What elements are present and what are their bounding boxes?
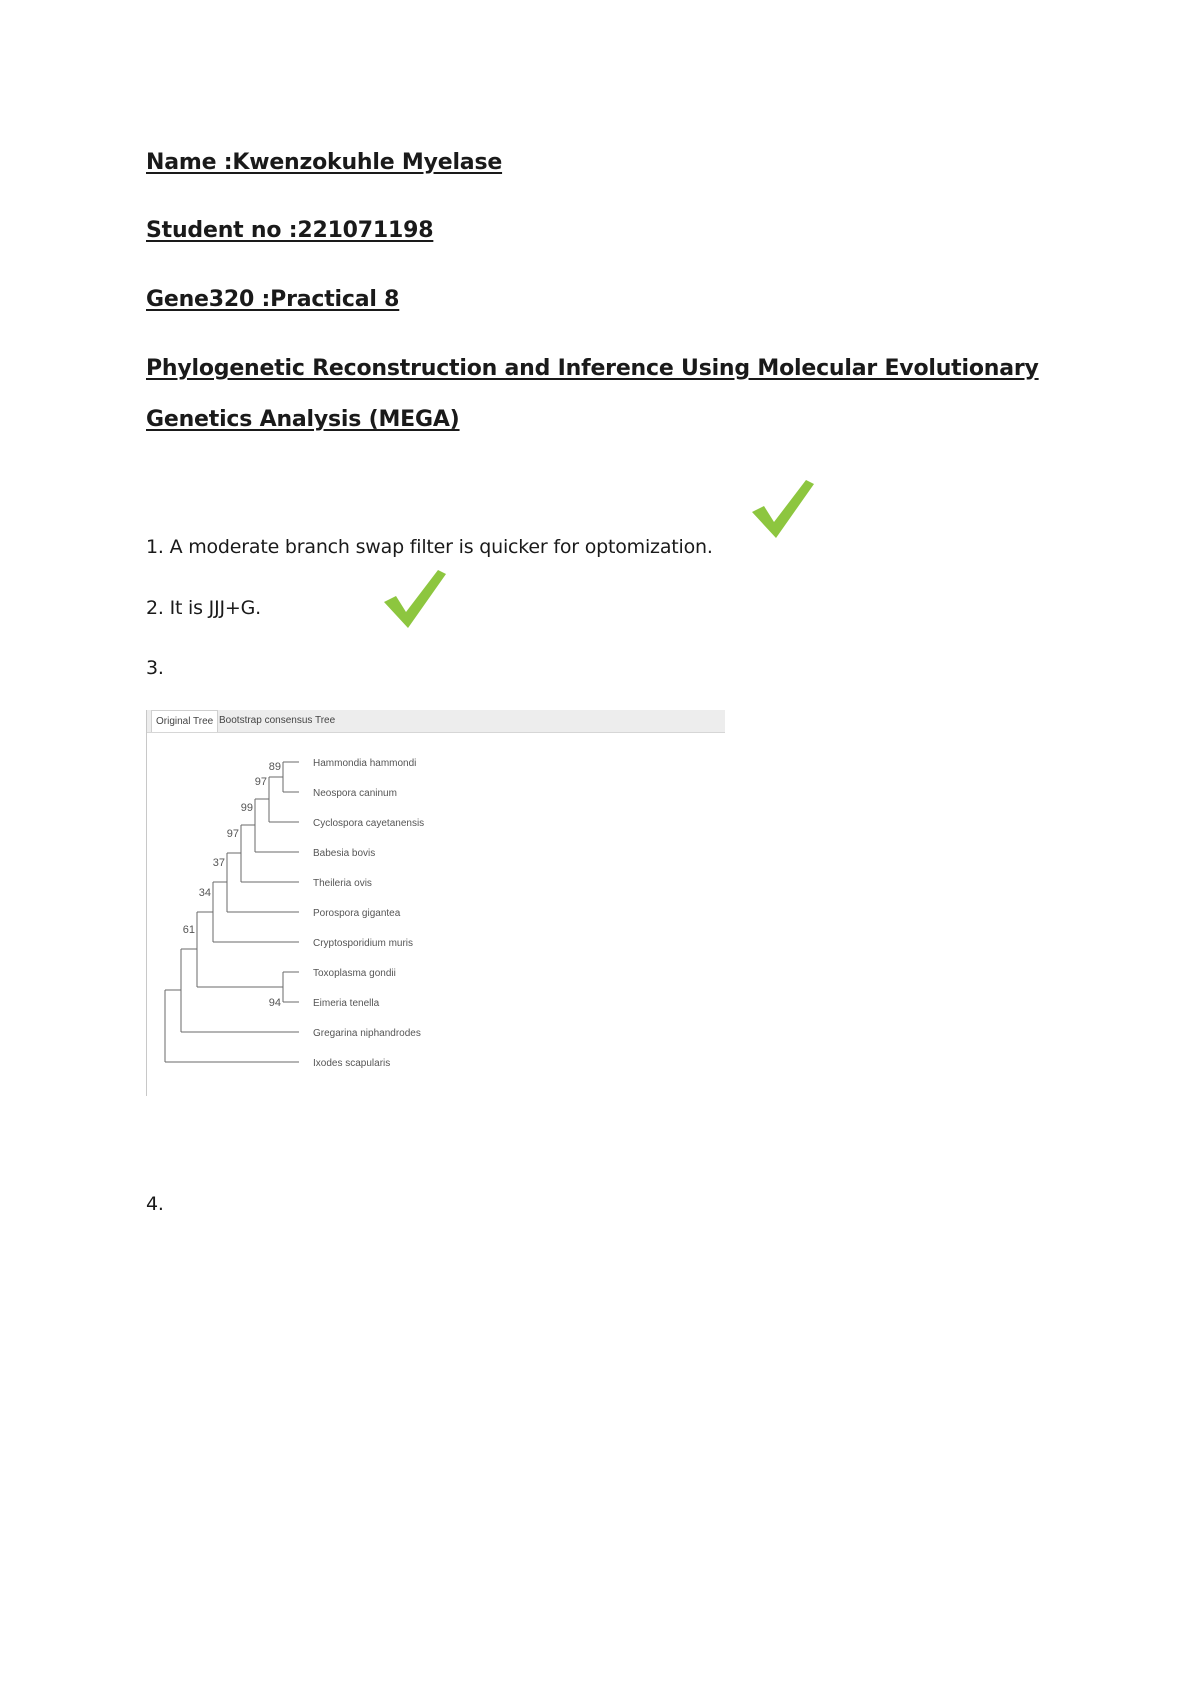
bootstrap-value: 89 [268,761,281,773]
bootstrap-value: 61 [182,924,195,936]
answer-4-label: 4. [146,1193,164,1215]
bootstrap-value: 94 [268,997,281,1009]
taxon-label: Ixodes scapularis [313,1058,391,1069]
student-number-line: Student no :221071198 [146,218,434,243]
phylogenetic-tree-screenshot [146,710,725,1096]
taxon-label: Cyclospora cayetanensis [313,818,425,829]
taxon-label: Gregarina niphandrodes [313,1028,421,1039]
name-line: Name :Kwenzokuhle Myelase [146,150,503,175]
answer-1: 1. A moderate branch swap filter is quicker for optomization. [146,536,713,558]
phylogenetic-tree [147,732,725,1096]
tab-bootstrap-consensus-tree[interactable]: Bootstrap consensus Tree [219,715,336,726]
answer-3-label: 3. [146,657,164,679]
bootstrap-value: 37 [212,857,225,869]
taxon-label: Babesia bovis [313,848,376,859]
answer-2: 2. It is JJJ+G. [146,597,261,619]
bootstrap-value: 97 [226,828,239,840]
bootstrap-value: 99 [240,802,253,814]
check-mark-icon [382,568,448,632]
tab-original-tree[interactable]: Original Tree [151,710,218,732]
title-line-1: Phylogenetic Reconstruction and Inference Using Molecular Evolutionary [146,356,1039,381]
taxon-label: Neospora caninum [313,788,397,799]
taxon-label: Theileria ovis [313,878,372,889]
taxon-label: Porospora gigantea [313,908,401,919]
tree-branches [165,762,299,1062]
taxon-labels [313,758,424,1069]
tree-tab-bar [147,710,725,733]
title-line-2: Genetics Analysis (MEGA) [146,407,460,432]
bootstrap-value: 97 [254,776,267,788]
taxon-label: Cryptosporidium muris [313,938,414,949]
check-mark-icon [750,478,816,542]
bootstrap-value: 34 [198,887,211,899]
taxon-label: Toxoplasma gondii [313,968,396,979]
course-practical-line: Gene320 :Practical 8 [146,287,400,312]
taxon-label: Hammondia hammondi [313,758,417,769]
taxon-label: Eimeria tenella [313,998,380,1009]
